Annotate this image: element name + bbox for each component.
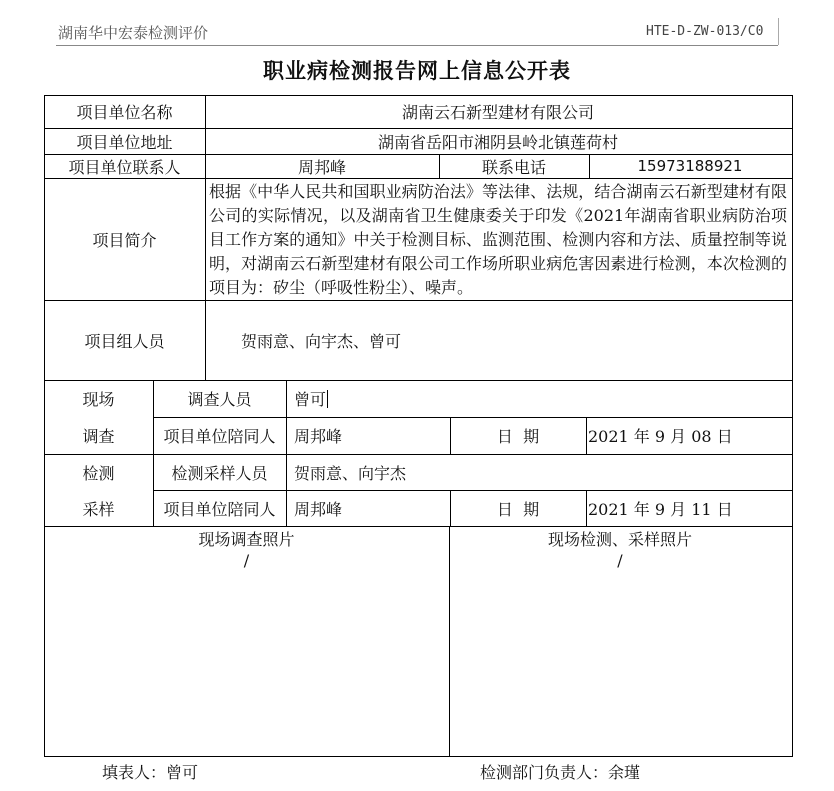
sampling-photo-title: 现场检测、采样照片 — [547, 529, 692, 549]
survey-companion-label: 项目单位陪同人 — [163, 427, 276, 446]
unit-address-value: 湖南省岳阳市湘阴县岭北镇莲荷村 — [377, 132, 618, 152]
unit-name-label: 项目单位名称 — [76, 103, 173, 122]
sampler-label: 检测采样人员 — [171, 463, 268, 483]
intro-text: 根据《中华人民共和国职业病防治法》等法律、法规，结合湖南云石新型建材有限公司的实际情况，以及湖南省卫生健康委关于印发《2021年湖南省职业病防治项目工作方案的通知》中关于检测目标、监测范围、检测内容和方法、质量控制等说明，对湖南云石新型建材有限公司工作场所职业病危害因素进行检测，本次检测的项目为：矽尘（呼吸性粉尘）、噪声。 — [209, 182, 787, 297]
header-divider — [56, 45, 778, 46]
header-doc-code: HTE-D-ZW-013/C0 — [646, 24, 764, 39]
header-margin-mark — [778, 18, 779, 45]
survey-photo-placeholder: / — [243, 550, 250, 570]
team-label: 项目组人员 — [84, 331, 165, 351]
phone-label: 联系电话 — [481, 157, 546, 177]
unit-name-value: 湖南云石新型建材有限公司 — [401, 103, 594, 122]
sampling-photo-placeholder: / — [617, 550, 623, 570]
contact-value: 周邦峰 — [297, 157, 346, 177]
footer-filler: 填表人：曾可 — [102, 763, 199, 782]
sampling-label-line2: 采样 — [82, 499, 115, 519]
survey-companion-value: 周邦峰 — [294, 427, 343, 446]
team-value: 贺雨意、向宇杰、曾可 — [241, 331, 402, 351]
sampling-date-value: 2021 年 9 月 11 日 — [588, 499, 733, 519]
unit-address-label: 项目单位地址 — [76, 132, 173, 152]
investigator-value: 曾可 — [294, 390, 327, 409]
survey-date-value: 2021 年 9 月 08 日 — [588, 427, 733, 446]
sampler-value: 贺雨意、向宇杰 — [294, 463, 407, 483]
survey-label-line1: 现场 — [82, 390, 115, 409]
info-table — [44, 95, 792, 756]
survey-photo-title: 现场调查照片 — [198, 529, 295, 549]
intro-label: 项目简介 — [92, 230, 157, 250]
phone-value: 15973188921 — [637, 157, 743, 175]
survey-label-line2: 调查 — [82, 427, 115, 446]
footer-dept-head: 检测部门负责人：余瑾 — [480, 763, 641, 782]
sampling-companion-value: 周邦峰 — [294, 499, 343, 519]
sampling-date-label: 日 期 — [496, 499, 540, 519]
sampling-companion-label: 项目单位陪同人 — [163, 499, 276, 519]
text-cursor — [327, 390, 328, 408]
page-title: 职业病检测报告网上信息公开表 — [263, 59, 571, 83]
contact-label: 项目单位联系人 — [68, 157, 181, 177]
survey-date-label: 日 期 — [496, 427, 540, 446]
sampling-label-line1: 检测 — [82, 463, 115, 483]
investigator-value-field[interactable] — [286, 380, 791, 417]
header-company: 湖南华中宏泰检测评价 — [58, 24, 209, 42]
investigator-label: 调查人员 — [187, 390, 252, 409]
